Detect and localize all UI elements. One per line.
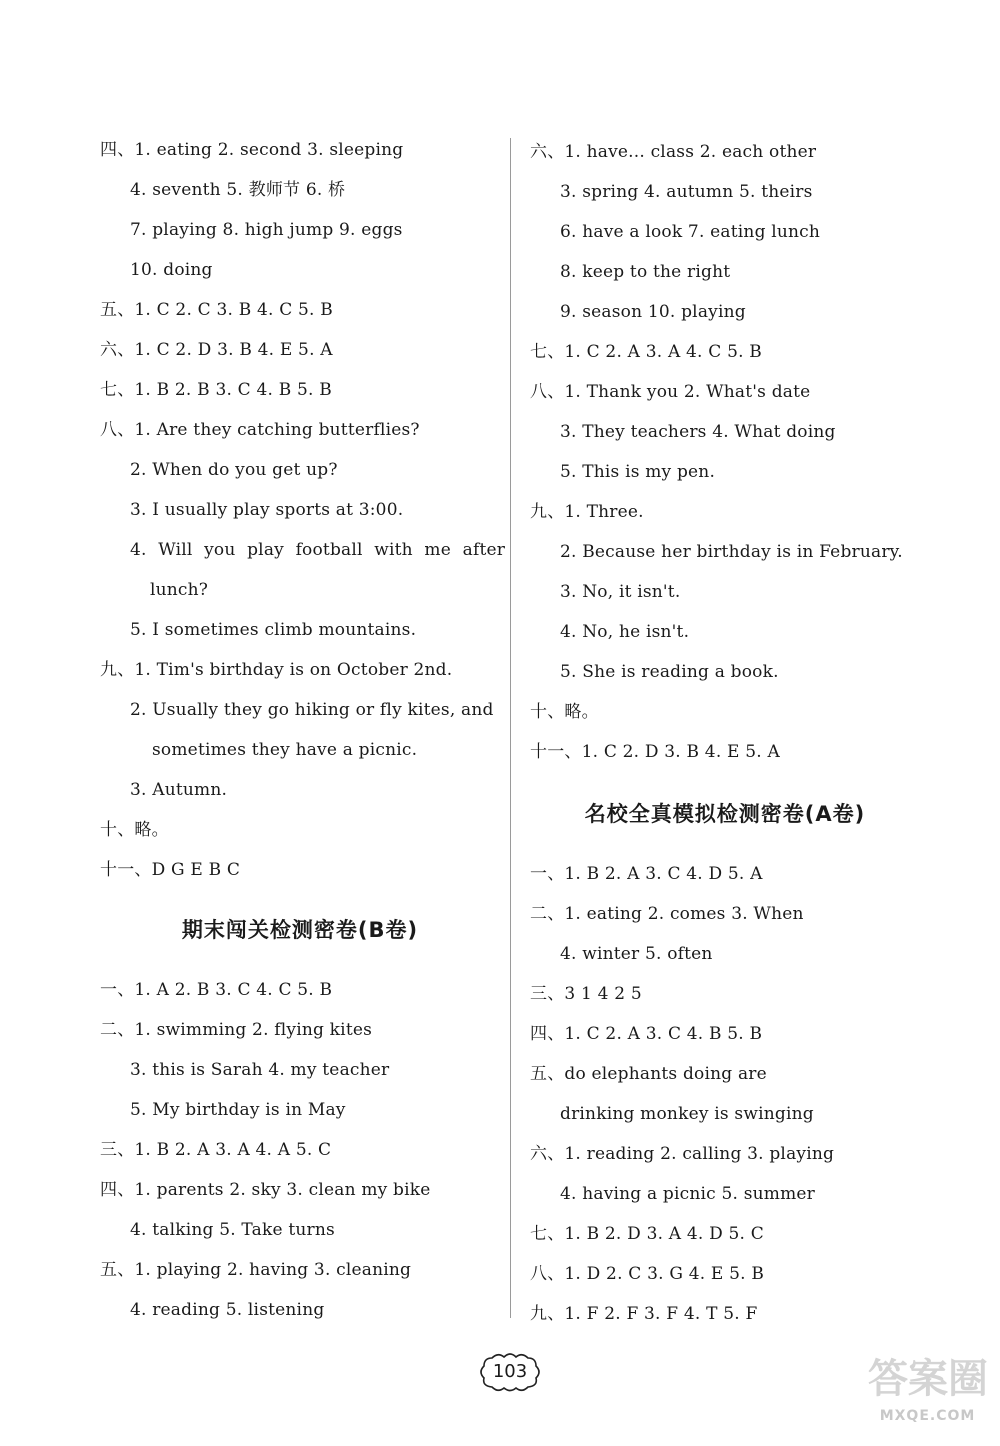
answer-line: 十、略。 [100, 820, 169, 840]
answer-line: 九、1. Tim's birthday is on October 2nd. [100, 660, 453, 680]
answer-line: 8. keep to the right [560, 262, 731, 282]
answer-line: 六、1. have... class 2. each other [530, 142, 817, 162]
answer-line: 4. having a picnic 5. summer [560, 1184, 815, 1204]
answer-line: 6. have a look 7. eating lunch [560, 222, 821, 242]
answer-line: drinking monkey is swinging [560, 1104, 814, 1124]
answer-line: 五、1. playing 2. having 3. cleaning [100, 1260, 412, 1280]
answer-line: 四、1. C 2. A 3. C 4. B 5. B [530, 1024, 763, 1044]
answer-line: sometimes they have a picnic. [152, 740, 418, 760]
answer-line: 七、1. C 2. A 3. A 4. C 5. B [530, 342, 762, 362]
answer-line: 5. She is reading a book. [560, 662, 779, 682]
answer-line: 十、略。 [530, 702, 599, 722]
answer-line: 八、1. D 2. C 3. G 4. E 5. B [530, 1264, 765, 1284]
answer-line: 九、1. F 2. F 3. F 4. T 5. F [530, 1304, 758, 1324]
answer-line: 二、1. eating 2. comes 3. When [530, 904, 804, 924]
answer-line: 六、1. C 2. D 3. B 4. E 5. A [100, 340, 333, 360]
answer-line: 3. spring 4. autumn 5. theirs [560, 182, 813, 202]
answer-line: 4. talking 5. Take turns [130, 1220, 335, 1240]
answer-line: 3. No, it isn't. [560, 582, 681, 602]
answer-line: 九、1. Three. [530, 502, 644, 522]
answer-line: 5. My birthday is in May [130, 1100, 346, 1120]
answer-line: 10. doing [130, 260, 213, 280]
answer-line: 四、1. eating 2. second 3. sleeping [100, 140, 404, 160]
answer-line: 三、3 1 4 2 5 [530, 984, 642, 1004]
answer-line: 5. I sometimes climb mountains. [130, 620, 417, 640]
section-heading-b: 期末闯关检测密卷(B卷) [181, 918, 419, 942]
answer-line: 9. season 10. playing [560, 302, 746, 322]
answer-line: 五、1. C 2. C 3. B 4. C 5. B [100, 300, 333, 320]
answer-line: 4. winter 5. often [560, 944, 713, 964]
answer-line: 2. Usually they go hiking or fly kites, and [130, 700, 494, 720]
section-heading-a: 名校全真模拟检测密卷(A卷) [584, 802, 866, 826]
answer-line: 3. I usually play sports at 3:00. [130, 500, 404, 520]
answer-line: 五、do elephants doing are [530, 1064, 767, 1084]
page-number-text: 103 [492, 1361, 528, 1382]
answer-line: 八、1. Are they catching butterflies? [100, 420, 420, 440]
answer-line: 2. Because her birthday is in February. [560, 542, 903, 562]
answer-line: 七、1. B 2. D 3. A 4. D 5. C [530, 1224, 764, 1244]
answer-line: 一、1. B 2. A 3. C 4. D 5. A [530, 864, 763, 884]
answer-line: 4. Will you play football with me after [130, 540, 506, 560]
answer-line: 4. reading 5. listening [130, 1300, 325, 1320]
answer-line: 7. playing 8. high jump 9. eggs [130, 220, 403, 240]
answer-line: 三、1. B 2. A 3. A 4. A 5. C [100, 1140, 332, 1160]
watermark-site: MXQE.COM [879, 1408, 976, 1424]
answer-line: 十一、D G E B C [100, 860, 241, 880]
answer-line: 二、1. swimming 2. flying kites [100, 1020, 373, 1040]
answer-line: 5. This is my pen. [560, 462, 716, 482]
answer-line: 4. No, he isn't. [560, 622, 690, 642]
answer-line: 3. this is Sarah 4. my teacher [130, 1060, 390, 1080]
page-number [478, 1350, 542, 1394]
answer-line: 四、1. parents 2. sky 3. clean my bike [100, 1180, 431, 1200]
answer-line: 3. Autumn. [130, 780, 228, 800]
watermark [860, 1350, 995, 1440]
watermark-logo: 答案圈 [868, 1356, 988, 1402]
answer-line: lunch? [150, 580, 209, 600]
answer-line: 3. They teachers 4. What doing [560, 422, 836, 442]
answer-line: 一、1. A 2. B 3. C 4. C 5. B [100, 980, 333, 1000]
answer-line: 4. seventh 5. 教师节 6. 桥 [130, 180, 346, 200]
answer-line: 十一、1. C 2. D 3. B 4. E 5. A [530, 742, 780, 762]
answer-line: 2. When do you get up? [130, 460, 338, 480]
answer-line: 八、1. Thank you 2. What's date [530, 382, 811, 402]
answer-line: 七、1. B 2. B 3. C 4. B 5. B [100, 380, 332, 400]
column-divider [510, 138, 511, 1318]
answer-line: 六、1. reading 2. calling 3. playing [530, 1144, 835, 1164]
